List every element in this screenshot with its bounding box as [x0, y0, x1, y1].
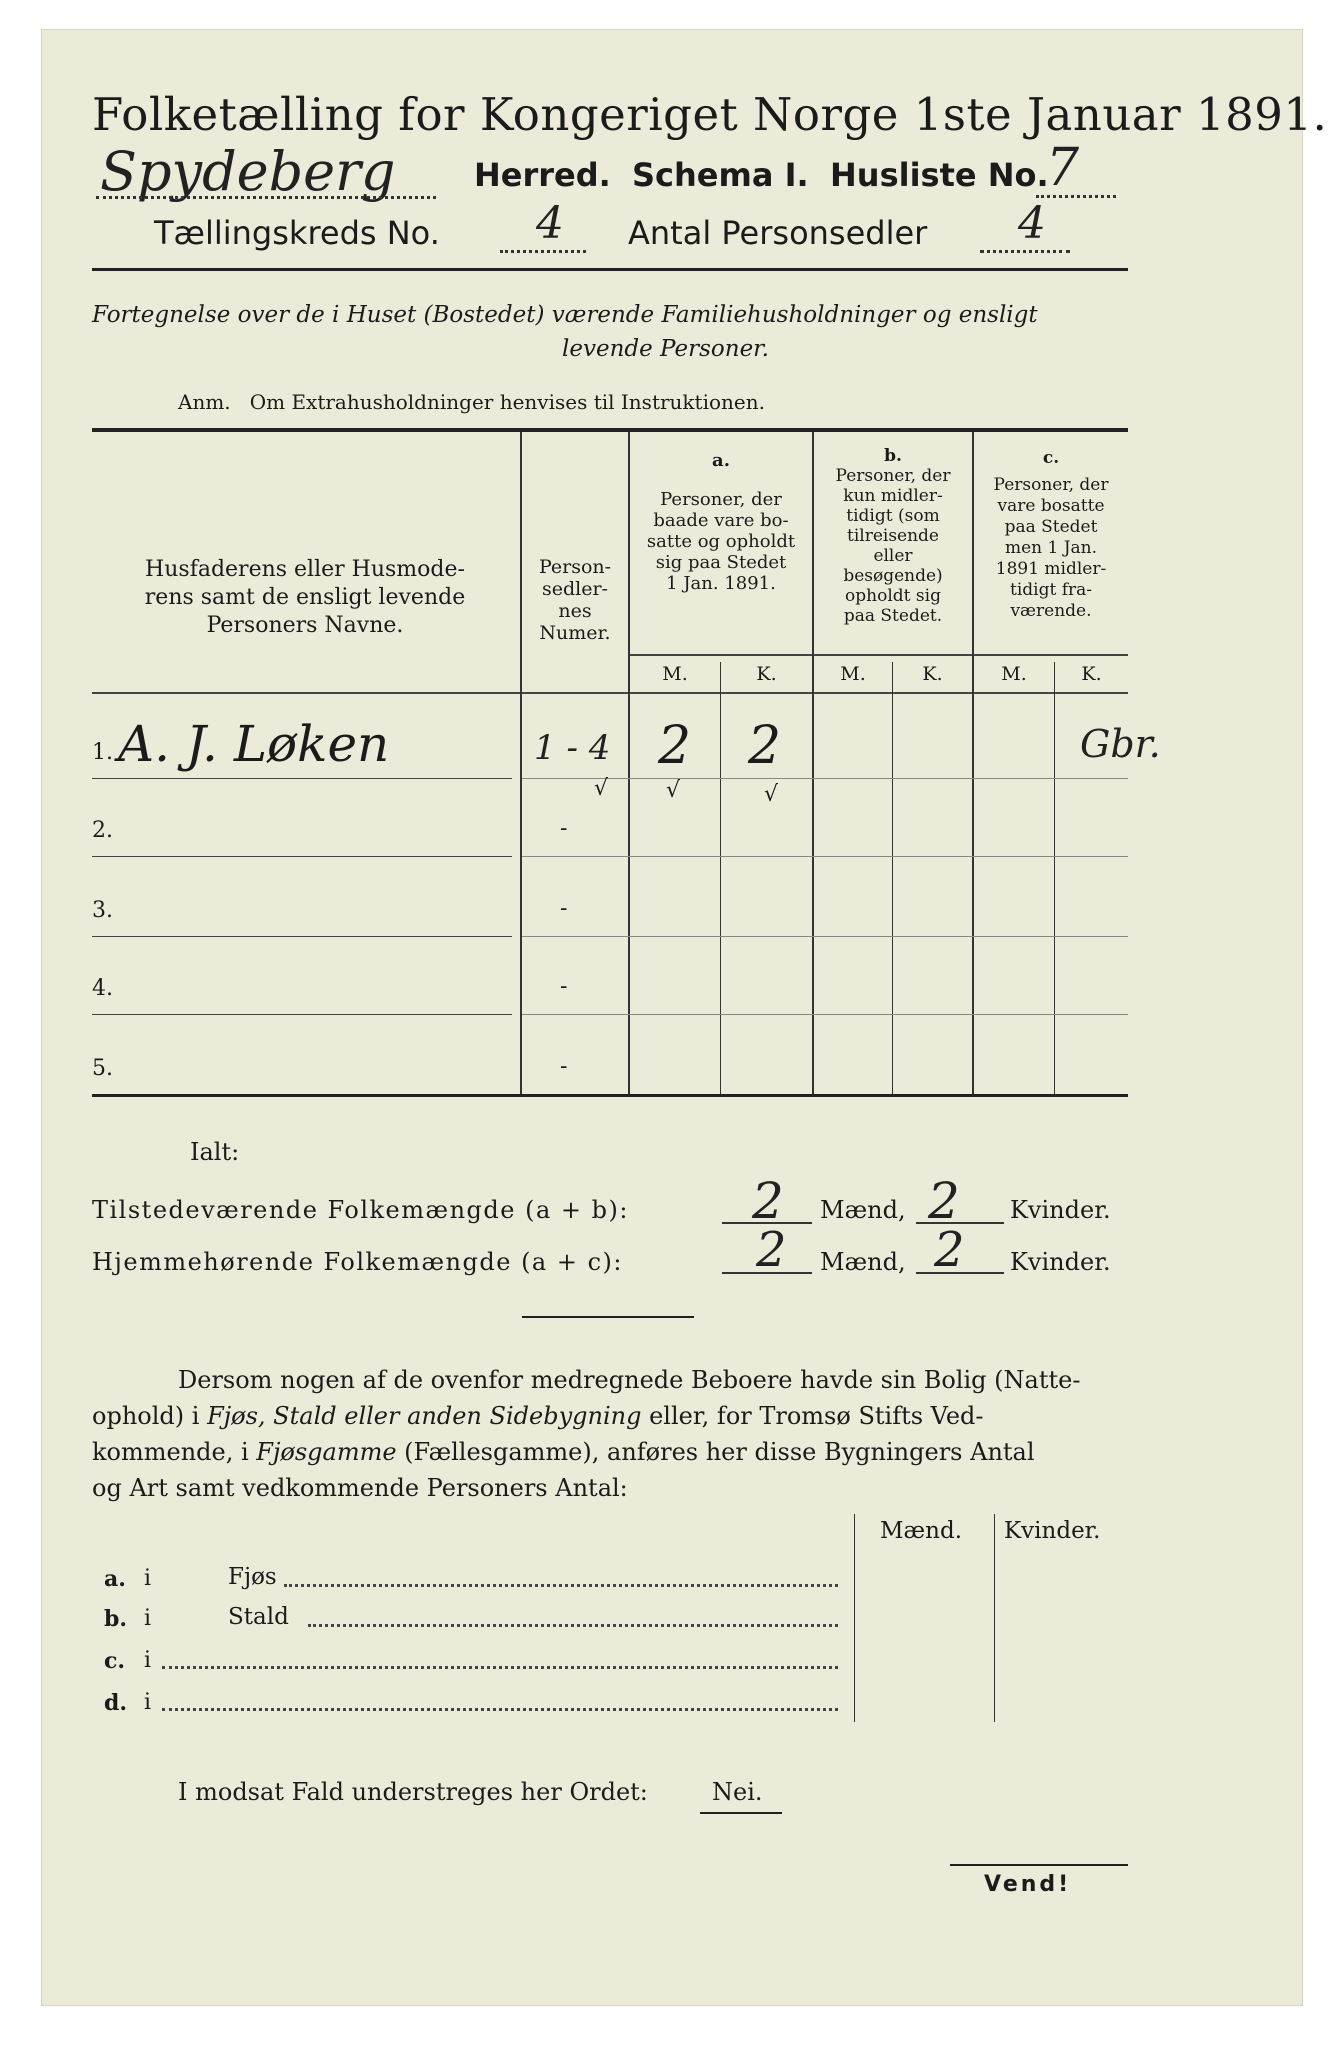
taellingskreds-underline	[500, 250, 586, 253]
col-name-l3: Personers Navne.	[206, 613, 404, 638]
total-line2-k-value: 2	[934, 1222, 965, 1278]
row-3-line	[92, 936, 512, 937]
modsat-text: I modsat Fald understreges her Ordet:	[178, 1778, 648, 1806]
building-b-prep: i	[144, 1606, 152, 1631]
row-1-name: A. J. Løken	[118, 715, 390, 773]
col-b-l4: tilreisende	[846, 526, 939, 546]
building-b-label: Stald	[228, 1604, 289, 1630]
col-c-l1: Personer, der	[993, 475, 1109, 495]
col-num-l2: sedler-	[542, 578, 608, 600]
col-c-l3: paa Stedet	[1004, 517, 1098, 537]
row-1-line-name	[92, 778, 512, 779]
total-line2-maend: Mænd,	[820, 1248, 906, 1276]
taellingskreds-value: 4	[536, 198, 564, 249]
col-name-l1: Husfaderens eller Husmode-	[145, 557, 465, 582]
building-a-dots	[284, 1584, 838, 1587]
husliste-underline	[1036, 195, 1116, 198]
col-b-m-header: M.	[840, 663, 866, 685]
row-5-dash: -	[560, 1054, 568, 1079]
row-2-number: 2.	[92, 818, 113, 843]
col-a-header	[630, 450, 812, 594]
col-b-k-header: K.	[922, 663, 943, 685]
nei-text: Nei.	[712, 1778, 763, 1806]
para-line2	[92, 1402, 984, 1430]
building-c-letter: c.	[104, 1648, 126, 1674]
row-line-num-3	[522, 936, 1128, 937]
building-d-prep: i	[144, 1690, 152, 1715]
total-line2-kvinder: Kvinder.	[1010, 1248, 1111, 1276]
col-c-k-header: K.	[1081, 663, 1102, 685]
para-line2-c: eller, for Tromsø Stifts Ved-	[641, 1402, 984, 1430]
total-line1-label: Tilstedeværende Folkemængde (a + b):	[92, 1196, 629, 1224]
row-1-sedler-check: √	[594, 776, 609, 801]
antal-value: 4	[1018, 198, 1046, 249]
total-line1-k-value: 2	[928, 1172, 960, 1230]
col-b-l7: opholdt sig	[845, 586, 941, 606]
row-1-c-k: Gbr.	[1080, 722, 1161, 766]
col-num-l1: Person-	[538, 556, 612, 578]
herred-value: Spydeberg	[100, 140, 396, 203]
ialt-label: Ialt:	[190, 1138, 240, 1166]
col-c-l7: værende.	[1010, 601, 1092, 621]
col-b-l8: paa Stedet.	[843, 606, 943, 626]
col-divider-am	[720, 662, 721, 1094]
col-divider-cm	[1054, 662, 1055, 1094]
buildings-kvinder-header: Kvinder.	[1004, 1518, 1101, 1544]
col-a-k-header: K.	[756, 663, 777, 685]
row-1-number: 1.	[92, 740, 113, 765]
antal-label: Antal Personsedler	[628, 214, 928, 252]
section-divider	[522, 1316, 694, 1318]
row-1-a-m-check: √	[666, 778, 681, 803]
col-name-l2: rens samt de ensligt levende	[144, 585, 466, 610]
table-bottom-rule	[92, 1094, 1128, 1097]
row-3-dash: -	[560, 896, 568, 921]
col-c-l5: 1891 midler-	[995, 559, 1107, 579]
taellingskreds-label: Tællingskreds No.	[154, 214, 440, 252]
total-line1-kvinder: Kvinder.	[1010, 1196, 1111, 1224]
col-c-l4: men 1 Jan.	[1004, 538, 1098, 558]
para-line3-c: (Fællesgamme), anføres her disse Bygningers Antal	[396, 1438, 1035, 1466]
vend-text: Vend!	[984, 1872, 1072, 1897]
col-b-l6: besøgende)	[843, 566, 943, 586]
building-b-letter: b.	[104, 1606, 128, 1632]
row-3-number: 3.	[92, 898, 113, 923]
building-c-prep: i	[144, 1648, 152, 1673]
husliste-value: 7	[1046, 138, 1080, 198]
row-line-num-2	[522, 856, 1128, 857]
para-line2-b: Fjøs, Stald eller anden Sidebygning	[207, 1402, 642, 1430]
row-4-dash: -	[560, 974, 568, 999]
col-b-l5: eller	[873, 546, 913, 566]
row-2-dash: -	[560, 816, 568, 841]
col-c-l2: vare bosatte	[997, 496, 1105, 516]
building-a-letter: a.	[104, 1566, 126, 1592]
total-line1-maend: Mænd,	[820, 1196, 906, 1224]
herred-label: Herred.	[474, 156, 611, 194]
col-c-header	[974, 448, 1128, 622]
col-num-l4: Numer.	[539, 622, 611, 644]
col-b-letter: b.	[884, 446, 902, 466]
col-a-l1: Personer, der	[660, 489, 782, 510]
col-a-l2: baade vare bo-	[653, 510, 789, 531]
nei-underline	[700, 1812, 782, 1814]
col-num-l3: nes	[558, 600, 592, 622]
building-d-dots	[162, 1708, 838, 1711]
col-num-header	[522, 556, 628, 644]
total-line2-m-value: 2	[756, 1222, 787, 1278]
row-line-num-4	[522, 1014, 1128, 1015]
col-a-l3: satte og opholdt	[646, 531, 796, 552]
para-line1: Dersom nogen af de ovenfor medregnede Beboere havde sin Bolig (Natte-	[178, 1366, 1081, 1394]
building-a-prep: i	[144, 1566, 152, 1591]
total-line2-m-underline	[722, 1272, 812, 1274]
herred-underline	[96, 196, 436, 199]
para-line3-b: Fjøsgamme	[256, 1438, 397, 1466]
building-a-label: Fjøs	[228, 1564, 277, 1590]
col-a-m-header: M.	[662, 663, 688, 685]
col-b-l2: kun midler-	[843, 486, 943, 506]
buildings-maend-header: Mænd.	[880, 1518, 963, 1544]
row-4-line	[92, 1014, 512, 1015]
total-line1-m-value: 2	[752, 1172, 784, 1230]
col-b-l1: Personer, der	[835, 466, 951, 486]
col-b-l3: tidigt (som	[846, 506, 940, 526]
col-b-header	[814, 446, 972, 626]
schema-label: Schema I.	[632, 156, 809, 194]
col-c-letter: c.	[1042, 448, 1060, 468]
total-line2-label: Hjemmehørende Folkemængde (a + c):	[92, 1248, 623, 1276]
para-line3-a: kommende, i	[92, 1438, 257, 1466]
antal-underline	[980, 250, 1070, 253]
para-line4: og Art samt vedkommende Personers Antal:	[92, 1474, 628, 1502]
row-2-line	[92, 856, 512, 857]
row-1-sedler: 1 - 4	[534, 728, 611, 768]
col-c-m-header: M.	[1001, 663, 1027, 685]
table-mk-rule	[630, 654, 1128, 656]
para-line3	[92, 1438, 1035, 1466]
col-name-header	[100, 556, 510, 640]
para-line2-a: ophold) i	[92, 1402, 208, 1430]
col-a-l5: 1 Jan. 1891.	[666, 573, 776, 594]
col-divider-name	[520, 432, 522, 1094]
building-c-dots	[162, 1666, 838, 1669]
form-title: Folketælling for Kongeriget Norge 1ste Januar 1891.	[92, 88, 1328, 141]
husliste-label: Husliste No.	[830, 156, 1049, 194]
buildings-divider-2	[994, 1514, 995, 1722]
header-rule	[92, 268, 1128, 271]
anm-note: Anm. Om Extrahusholdninger henvises til Instruktionen.	[178, 390, 765, 414]
building-d-letter: d.	[104, 1690, 128, 1716]
building-b-dots	[308, 1624, 838, 1627]
col-c-l6: tidigt fra-	[1009, 580, 1092, 600]
row-1-a-k-check: √	[764, 782, 779, 807]
row-5-number: 5.	[92, 1056, 113, 1081]
col-a-l4: sig paa Stedet	[655, 552, 787, 573]
col-divider-bm	[892, 662, 893, 1094]
total-line2-k-underline	[916, 1272, 1004, 1274]
buildings-divider-1	[854, 1514, 855, 1722]
row-4-number: 4.	[92, 976, 113, 1001]
intro-line2: levende Personer.	[562, 336, 769, 362]
col-a-letter: a.	[712, 450, 730, 471]
intro-line1: Fortegnelse over de i Huset (Bostedet) værende Familiehusholdninger og ensligt	[92, 302, 1038, 328]
vend-rule	[950, 1864, 1128, 1866]
row-1-a-m: 2	[658, 716, 692, 776]
row-line-num-1	[522, 778, 1128, 779]
row-1-a-k: 2	[748, 716, 782, 776]
